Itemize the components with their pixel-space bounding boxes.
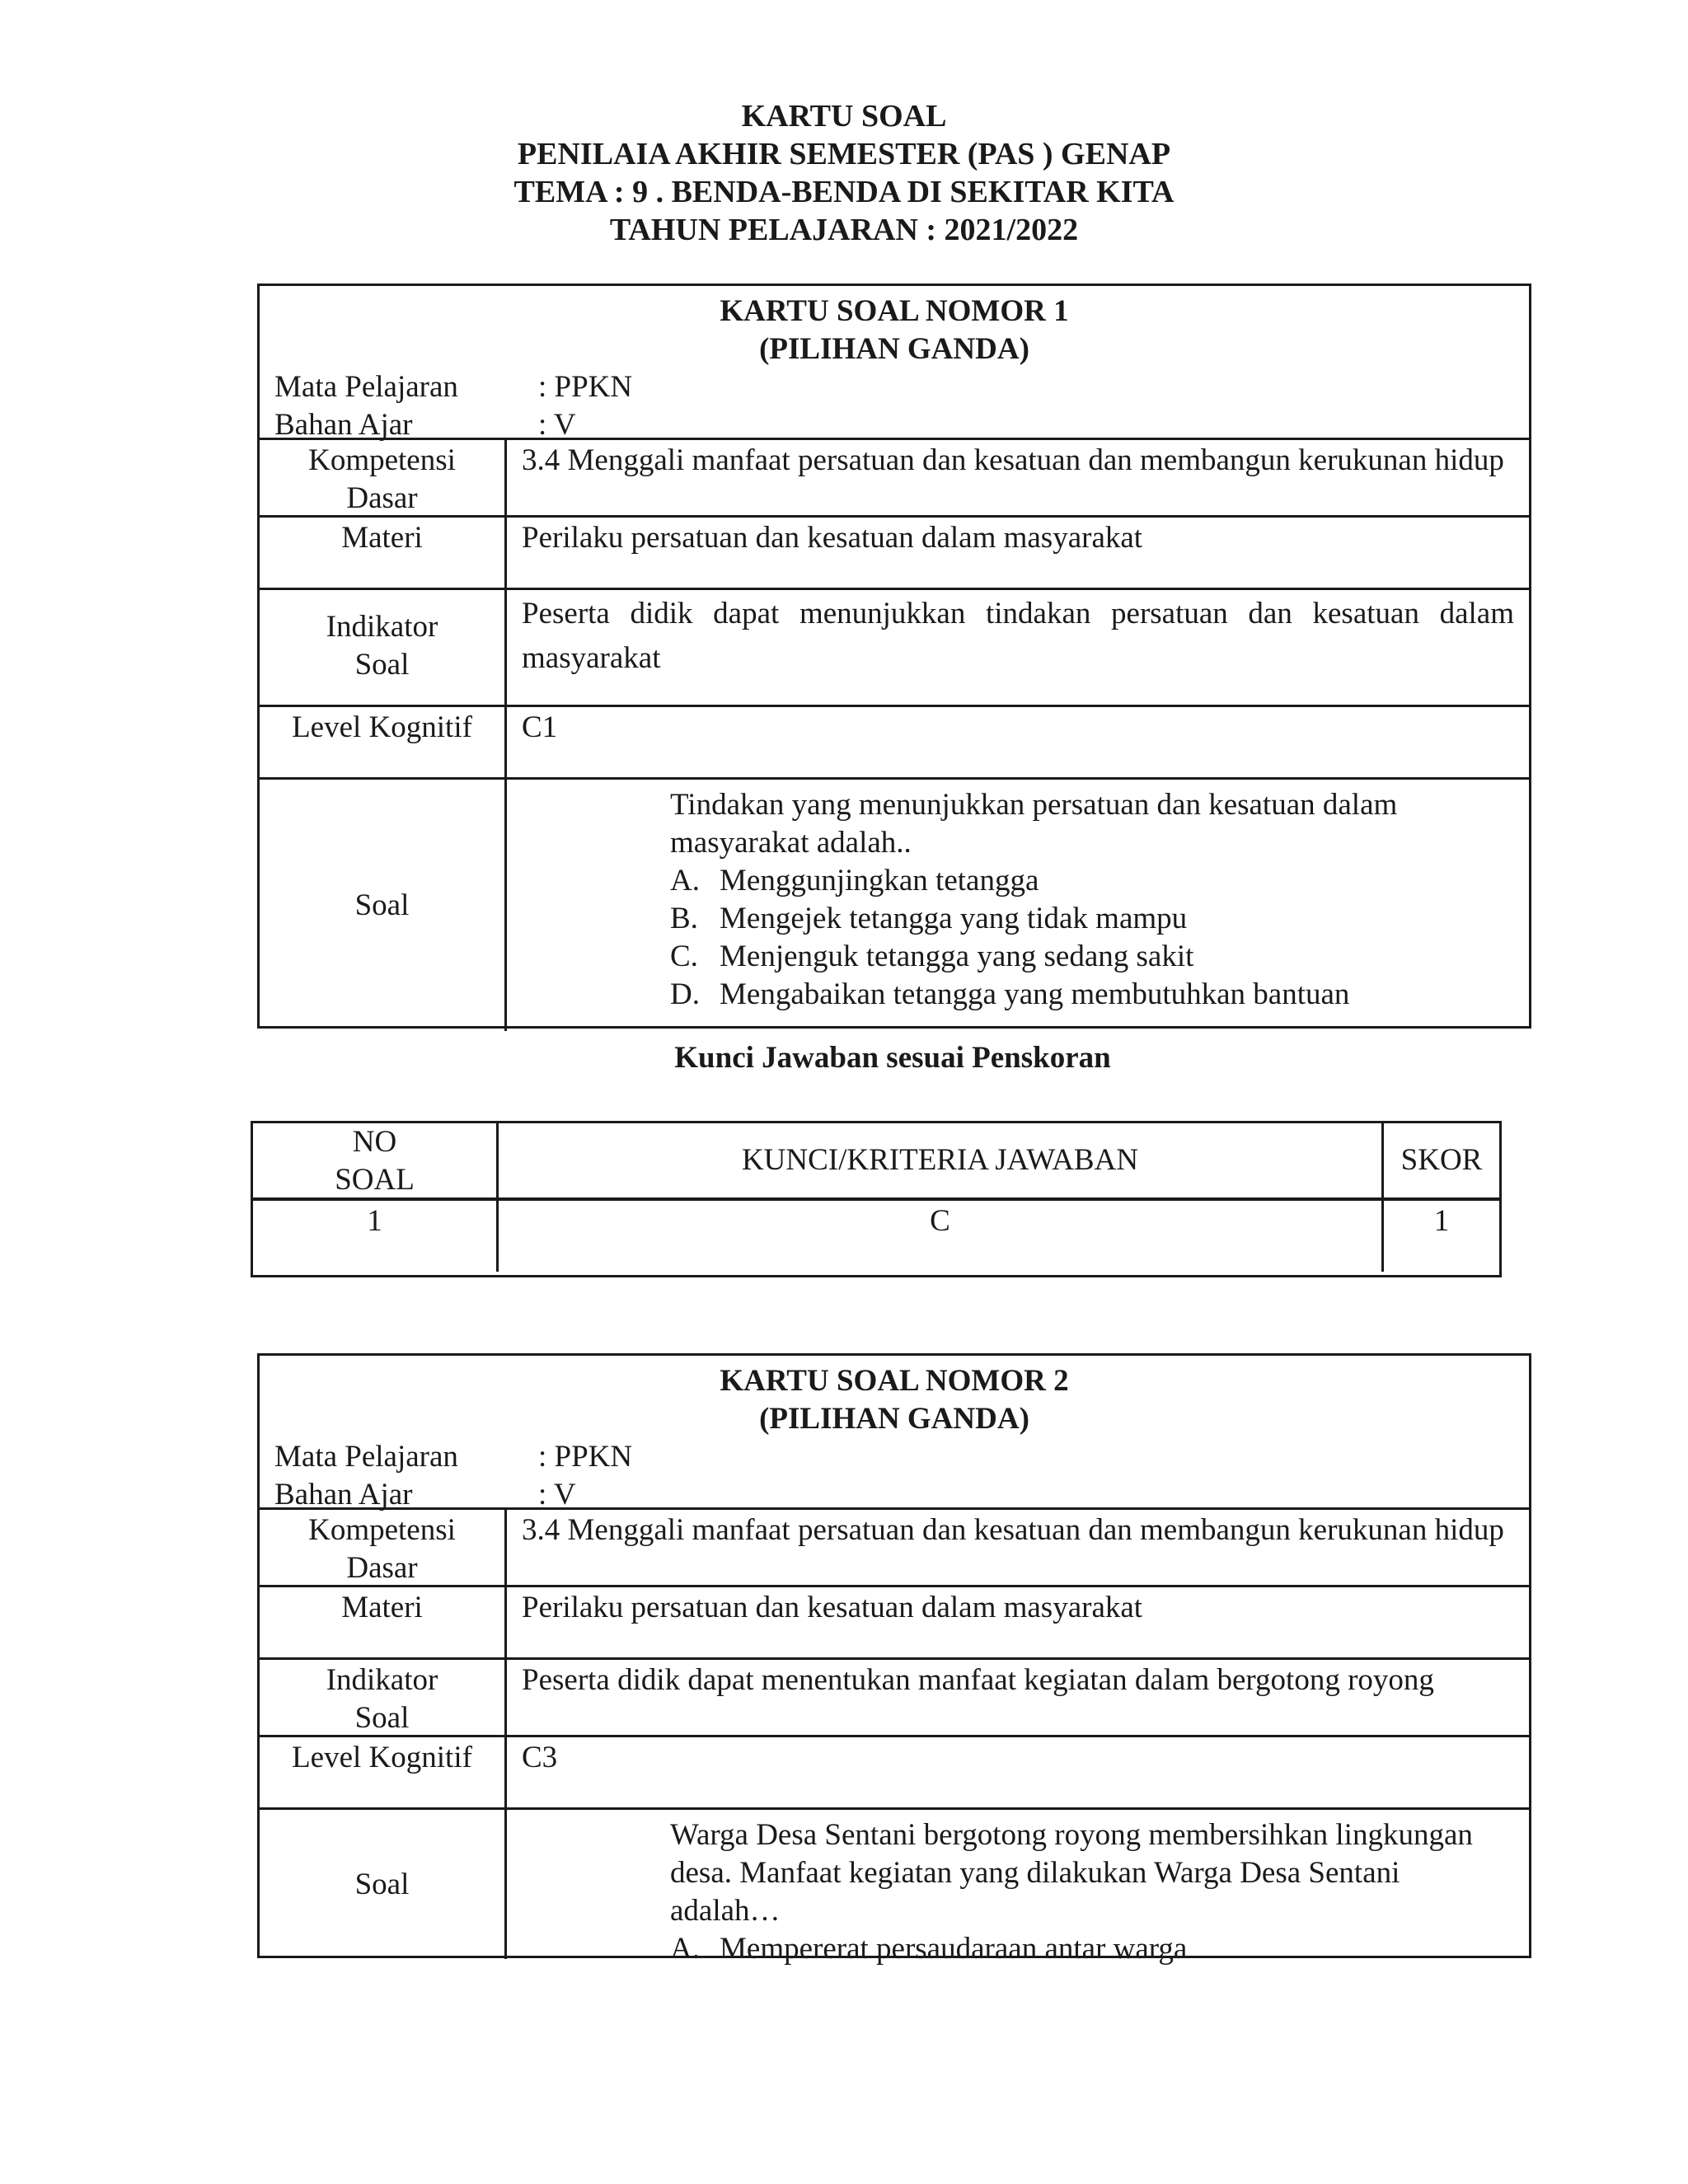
- option-d-letter: D.: [670, 977, 700, 1011]
- card-2-level-row: [260, 1735, 1529, 1807]
- competency-label: [260, 1510, 507, 1585]
- card-1-competency-row: [260, 438, 1529, 515]
- header-exam-name: PENILAIA AKHIR SEMESTER (PAS ) GENAP: [517, 137, 1171, 171]
- topic-value: Perilaku persatuan dan kesatuan dalam masyarakat: [522, 521, 1143, 555]
- subject-label: Mata Pelajaran: [274, 370, 458, 404]
- option-c-letter: C.: [670, 940, 698, 973]
- subject-value: : PPKN: [538, 370, 633, 404]
- question-label: Soal: [260, 1810, 507, 1959]
- question-content: [507, 1810, 1529, 1966]
- indicator-label-line1: Indikator: [326, 1663, 438, 1697]
- answer-row-key: C: [499, 1201, 1384, 1272]
- col-no-soal-header: [253, 1123, 499, 1197]
- option-a-text: Mempererat persaudaraan antar warga: [720, 1932, 1188, 1966]
- col-no-header-line1: NO: [352, 1125, 397, 1159]
- card-2-material-row: [260, 1476, 1529, 1514]
- topic-value: Perilaku persatuan dan kesatuan dalam masyarakat: [522, 1591, 1143, 1624]
- question-card-1: [257, 284, 1531, 1029]
- option-a-text: Menggunjingkan tetangga: [720, 864, 1039, 898]
- indicator-label-line1: Indikator: [326, 610, 438, 644]
- card-2-header: [260, 1356, 1529, 1511]
- card-2-title-line2: (PILIHAN GANDA): [759, 1402, 1029, 1436]
- indicator-value: Peserta didik dapat menentukan manfaat kegiatan dalam bergotong royong: [522, 1663, 1434, 1697]
- header-school-year: TAHUN PELAJARAN : 2021/2022: [609, 213, 1079, 247]
- answer-key-title: Kunci Jawaban sesuai Penskoran: [674, 1041, 1111, 1075]
- competency-label-line1: Kompetensi: [308, 443, 456, 477]
- option-d-text: Mengabaikan tetangga yang membutuhkan bantuan: [720, 977, 1350, 1011]
- card-2-competency-row: [260, 1507, 1529, 1585]
- subject-value: : PPKN: [538, 1440, 633, 1474]
- card-1-topic-row: [260, 515, 1529, 588]
- option-b: [670, 900, 1514, 938]
- competency-label-line2: Dasar: [346, 481, 418, 515]
- card-1-material-row: [260, 406, 1529, 444]
- card-1-title-line2: (PILIHAN GANDA): [759, 332, 1029, 366]
- competency-value: 3.4 Menggali manfaat persatuan dan kesatuan dan membangun kerukunan hidup: [522, 1513, 1504, 1547]
- card-1-subject-row: [260, 368, 1529, 406]
- card-2-title-line1: KARTU SOAL NOMOR 2: [720, 1364, 1069, 1398]
- level-value: C3: [522, 1741, 558, 1774]
- level-label: Level Kognitif: [260, 707, 507, 777]
- question-content: [507, 780, 1529, 1031]
- indicator-value: Peserta didik dapat menunjukkan tindakan persatuan dan kesatuan dalam masyarakat: [522, 597, 1514, 675]
- question-block: [522, 1811, 1514, 1968]
- col-score-header: SKOR: [1400, 1143, 1483, 1177]
- card-2-question-row: [260, 1807, 1529, 1966]
- material-label: Bahan Ajar: [274, 408, 413, 442]
- option-a-letter: A.: [670, 864, 700, 898]
- material-value: : V: [538, 408, 576, 442]
- level-label: Level Kognitif: [260, 1737, 507, 1807]
- material-value: : V: [538, 1478, 576, 1511]
- card-2-title: [260, 1356, 1529, 1438]
- indicator-label-line2: Soal: [354, 648, 410, 682]
- card-2-subject-row: [260, 1438, 1529, 1476]
- competency-label: [260, 440, 507, 515]
- card-2-topic-row: [260, 1585, 1529, 1657]
- card-1-title-line1: KARTU SOAL NOMOR 1: [720, 294, 1069, 328]
- competency-label-line2: Dasar: [346, 1551, 418, 1585]
- option-b-letter: B.: [670, 902, 698, 935]
- topic-label: Materi: [260, 518, 507, 588]
- topic-label: Materi: [260, 1587, 507, 1657]
- indicator-label: [260, 1660, 507, 1735]
- answer-key-row: [253, 1201, 1499, 1272]
- option-d: [670, 976, 1514, 1014]
- header-title: KARTU SOAL: [741, 99, 947, 134]
- question-block: [522, 781, 1514, 1014]
- document-header: [0, 97, 1688, 249]
- col-no-header-line2: SOAL: [335, 1163, 415, 1197]
- option-c: [670, 938, 1514, 976]
- question-card-2: [257, 1353, 1531, 1966]
- indicator-label: [260, 590, 507, 705]
- card-2-indicator-row: [260, 1657, 1529, 1735]
- option-c-text: Menjenguk tetangga yang sedang sakit: [720, 940, 1194, 973]
- answer-key-table: [251, 1121, 1502, 1277]
- option-a-letter: A.: [670, 1932, 700, 1966]
- option-a: [670, 1930, 1506, 1968]
- col-answer-header: KUNCI/KRITERIA JAWABAN: [499, 1123, 1384, 1197]
- question-label: Soal: [260, 780, 507, 1031]
- header-theme: TEMA : 9 . BENDA-BENDA DI SEKITAR KITA: [513, 175, 1175, 209]
- material-label: Bahan Ajar: [274, 1478, 413, 1511]
- level-value: C1: [522, 710, 558, 744]
- card-1-header: [260, 286, 1529, 442]
- card-1-level-row: [260, 705, 1529, 777]
- question-text: Warga Desa Sentani bergotong royong membersihkan lingkungan desa. Manfaat kegiatan yang dilakukan Warga Desa Sentani adalah…: [670, 1818, 1473, 1928]
- indicator-label-line2: Soal: [354, 1701, 410, 1735]
- competency-value: 3.4 Menggali manfaat persatuan dan kesatuan dan membangun kerukunan hidup: [522, 443, 1504, 477]
- answer-key-header-row: [253, 1123, 1499, 1201]
- option-b-text: Mengejek tetangga yang tidak mampu: [720, 902, 1188, 935]
- question-text: Tindakan yang menunjukkan persatuan dan kesatuan dalam masyarakat adalah..: [670, 788, 1398, 860]
- competency-label-line1: Kompetensi: [308, 1513, 456, 1547]
- answer-row-score: 1: [1433, 1204, 1450, 1238]
- subject-label: Mata Pelajaran: [274, 1440, 458, 1474]
- option-a: [670, 862, 1514, 900]
- card-1-title: [260, 286, 1529, 368]
- card-1-question-row: [260, 777, 1529, 1031]
- answer-row-number: 1: [253, 1201, 499, 1272]
- card-1-indicator-row: [260, 588, 1529, 705]
